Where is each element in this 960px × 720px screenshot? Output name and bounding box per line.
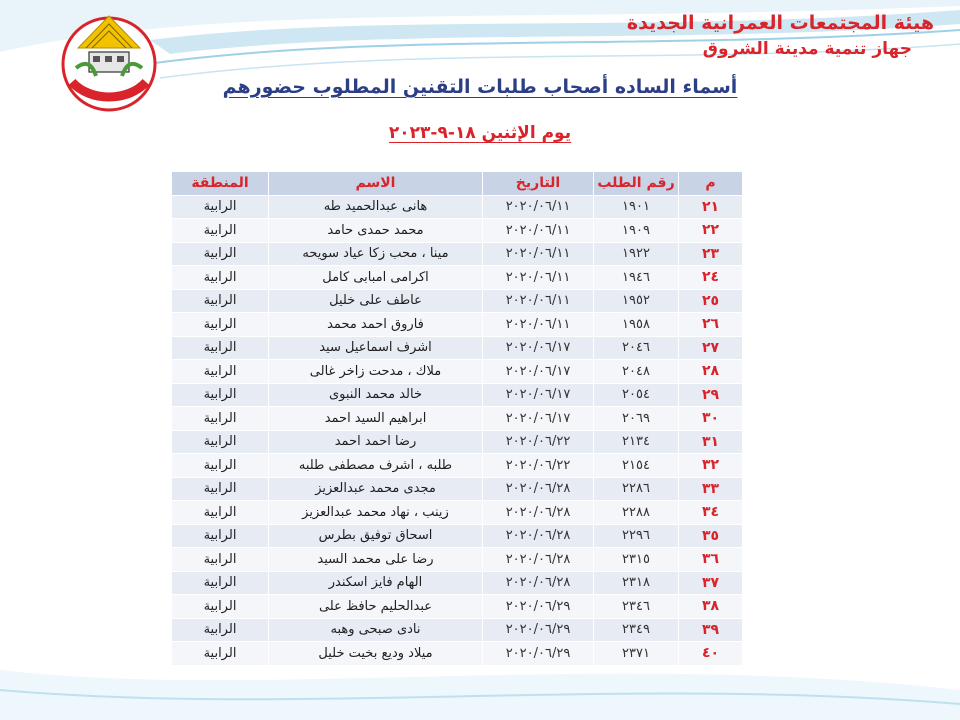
- cell-area: الرابية: [172, 336, 269, 360]
- cell-date: ٢٠٢٠/٠٦/١٧: [483, 407, 594, 431]
- cell-date: ٢٠٢٠/٠٦/٢٨: [483, 477, 594, 501]
- city-logo-icon: [56, 6, 162, 112]
- cell-num: ٣٧: [679, 571, 743, 595]
- table-row: [172, 501, 743, 525]
- cell-date: ٢٠٢٠/٠٦/١١: [483, 313, 594, 337]
- cell-date: ٢٠٢٠/٠٦/٢٩: [483, 642, 594, 666]
- cell-name: رضا احمد احمد: [269, 430, 483, 454]
- cell-name: اسحاق توفيق بطرس: [269, 524, 483, 548]
- table-row: [172, 242, 743, 266]
- table-row: [172, 477, 743, 501]
- cell-name: هانى عبدالحميد طه: [269, 195, 483, 219]
- header-date: التاريخ: [483, 172, 594, 196]
- cell-area: الرابية: [172, 313, 269, 337]
- city-agency-name: جهاز تنمية مدينة الشروق: [702, 39, 912, 59]
- table-row: [172, 336, 743, 360]
- cell-request: ٢٢٨٨: [594, 501, 679, 525]
- table-row: [172, 430, 743, 454]
- cell-request: ٢٣١٥: [594, 548, 679, 572]
- cell-request: ٢٠٦٩: [594, 407, 679, 431]
- cell-request: ١٩٥٨: [594, 313, 679, 337]
- cell-date: ٢٠٢٠/٠٦/١١: [483, 242, 594, 266]
- cell-name: اكرامى امبابى كامل: [269, 266, 483, 290]
- cell-num: ٣٠: [679, 407, 743, 431]
- cell-date: ٢٠٢٠/٠٦/٢٨: [483, 524, 594, 548]
- table-row: [172, 642, 743, 666]
- table-row: [172, 360, 743, 384]
- cell-area: الرابية: [172, 289, 269, 313]
- table-row: [172, 313, 743, 337]
- cell-request: ٢٣٤٦: [594, 595, 679, 619]
- cell-request: ١٩٥٢: [594, 289, 679, 313]
- cell-num: ٣٥: [679, 524, 743, 548]
- cell-request: ٢٢٨٦: [594, 477, 679, 501]
- cell-num: ٢٥: [679, 289, 743, 313]
- table-row: [172, 548, 743, 572]
- cell-area: الرابية: [172, 548, 269, 572]
- cell-area: الرابية: [172, 571, 269, 595]
- cell-request: ٢٣٤٩: [594, 618, 679, 642]
- table-row: [172, 219, 743, 243]
- cell-name: ابراهيم السيد احمد: [269, 407, 483, 431]
- cell-request: ٢١٥٤: [594, 454, 679, 478]
- cell-date: ٢٠٢٠/٠٦/١٧: [483, 383, 594, 407]
- cell-date: ٢٠٢٠/٠٦/٢٨: [483, 548, 594, 572]
- cell-name: رضا على محمد السيد: [269, 548, 483, 572]
- cell-name: فاروق احمد محمد: [269, 313, 483, 337]
- cell-area: الرابية: [172, 266, 269, 290]
- cell-num: ٣٤: [679, 501, 743, 525]
- table-body: [172, 195, 743, 665]
- header-num: م: [679, 172, 743, 196]
- cell-area: الرابية: [172, 430, 269, 454]
- cell-request: ٢٣٧١: [594, 642, 679, 666]
- cell-date: ٢٠٢٠/٠٦/١١: [483, 266, 594, 290]
- applicants-table: [171, 171, 743, 666]
- header-request: رقم الطلب: [594, 172, 679, 196]
- cell-name: عبدالحليم حافظ على: [269, 595, 483, 619]
- organization-name: هيئة المجتمعات العمرانية الجديدة: [626, 12, 934, 34]
- table-row: [172, 524, 743, 548]
- table-row: [172, 595, 743, 619]
- cell-num: ٢١: [679, 195, 743, 219]
- cell-name: عاطف على خليل: [269, 289, 483, 313]
- cell-name: خالد محمد النبوى: [269, 383, 483, 407]
- cell-area: الرابية: [172, 618, 269, 642]
- cell-num: ٢٩: [679, 383, 743, 407]
- page-title: أسماء الساده أصحاب طلبات التقنين المطلوب حضورهم: [222, 76, 738, 98]
- cell-area: الرابية: [172, 219, 269, 243]
- cell-area: الرابية: [172, 360, 269, 384]
- cell-request: ١٩٤٦: [594, 266, 679, 290]
- cell-date: ٢٠٢٠/٠٦/٢٢: [483, 454, 594, 478]
- table-row: [172, 407, 743, 431]
- cell-date: ٢٠٢٠/٠٦/١١: [483, 289, 594, 313]
- cell-request: ٢٠٤٨: [594, 360, 679, 384]
- cell-area: الرابية: [172, 501, 269, 525]
- cell-date: ٢٠٢٠/٠٦/٢٨: [483, 571, 594, 595]
- cell-request: ١٩٢٢: [594, 242, 679, 266]
- cell-area: الرابية: [172, 195, 269, 219]
- cell-name: اشرف اسماعيل سيد: [269, 336, 483, 360]
- cell-request: ١٩٠١: [594, 195, 679, 219]
- cell-num: ٣٨: [679, 595, 743, 619]
- cell-date: ٢٠٢٠/٠٦/٢٩: [483, 595, 594, 619]
- cell-num: ٢٧: [679, 336, 743, 360]
- cell-name: محمد حمدى حامد: [269, 219, 483, 243]
- table-row: [172, 571, 743, 595]
- cell-date: ٢٠٢٠/٠٦/١٧: [483, 360, 594, 384]
- cell-area: الرابية: [172, 642, 269, 666]
- organization-header: [514, 10, 934, 62]
- cell-name: ميلاد وديع بخيت خليل: [269, 642, 483, 666]
- cell-area: الرابية: [172, 524, 269, 548]
- cell-name: طلبه ، اشرف مصطفى طلبه: [269, 454, 483, 478]
- table-header-row: [172, 172, 743, 196]
- cell-num: ٣١: [679, 430, 743, 454]
- cell-num: ٢٨: [679, 360, 743, 384]
- table-row: [172, 266, 743, 290]
- cell-date: ٢٠٢٠/٠٦/١١: [483, 219, 594, 243]
- cell-num: ٢٤: [679, 266, 743, 290]
- cell-name: نادى صبحى وهبه: [269, 618, 483, 642]
- table-row: [172, 618, 743, 642]
- cell-request: ١٩٠٩: [594, 219, 679, 243]
- header-area: المنطقة: [172, 172, 269, 196]
- cell-name: مينا ، محب زكا عياد سويحه: [269, 242, 483, 266]
- cell-area: الرابية: [172, 383, 269, 407]
- cell-num: ٣٩: [679, 618, 743, 642]
- cell-date: ٢٠٢٠/٠٦/١١: [483, 195, 594, 219]
- cell-request: ٢٢٩٦: [594, 524, 679, 548]
- cell-num: ٣٢: [679, 454, 743, 478]
- cell-request: ٢٣١٨: [594, 571, 679, 595]
- cell-num: ٢٢: [679, 219, 743, 243]
- table-row: [172, 195, 743, 219]
- cell-area: الرابية: [172, 242, 269, 266]
- header-name: الاسم: [269, 172, 483, 196]
- cell-area: الرابية: [172, 407, 269, 431]
- cell-name: زينب ، نهاد محمد عبدالعزيز: [269, 501, 483, 525]
- cell-area: الرابية: [172, 454, 269, 478]
- cell-name: مجدى محمد عبدالعزيز: [269, 477, 483, 501]
- cell-date: ٢٠٢٠/٠٦/٢٨: [483, 501, 594, 525]
- table-row: [172, 289, 743, 313]
- cell-name: الهام فايز اسكندر: [269, 571, 483, 595]
- cell-name: ملاك ، مدحت زاخر غالى: [269, 360, 483, 384]
- cell-date: ٢٠٢٠/٠٦/٢٩: [483, 618, 594, 642]
- table-row: [172, 454, 743, 478]
- cell-num: ٢٣: [679, 242, 743, 266]
- cell-request: ٢١٣٤: [594, 430, 679, 454]
- cell-date: ٢٠٢٠/٠٦/٢٢: [483, 430, 594, 454]
- cell-request: ٢٠٤٦: [594, 336, 679, 360]
- table-row: [172, 383, 743, 407]
- cell-area: الرابية: [172, 477, 269, 501]
- cell-num: ٣٦: [679, 548, 743, 572]
- cell-date: ٢٠٢٠/٠٦/١٧: [483, 336, 594, 360]
- cell-num: ٤٠: [679, 642, 743, 666]
- cell-num: ٣٣: [679, 477, 743, 501]
- cell-area: الرابية: [172, 595, 269, 619]
- cell-num: ٢٦: [679, 313, 743, 337]
- cell-request: ٢٠٥٤: [594, 383, 679, 407]
- date-line: يوم الإثنين ١٨-٩-٢٠٢٣: [388, 123, 572, 143]
